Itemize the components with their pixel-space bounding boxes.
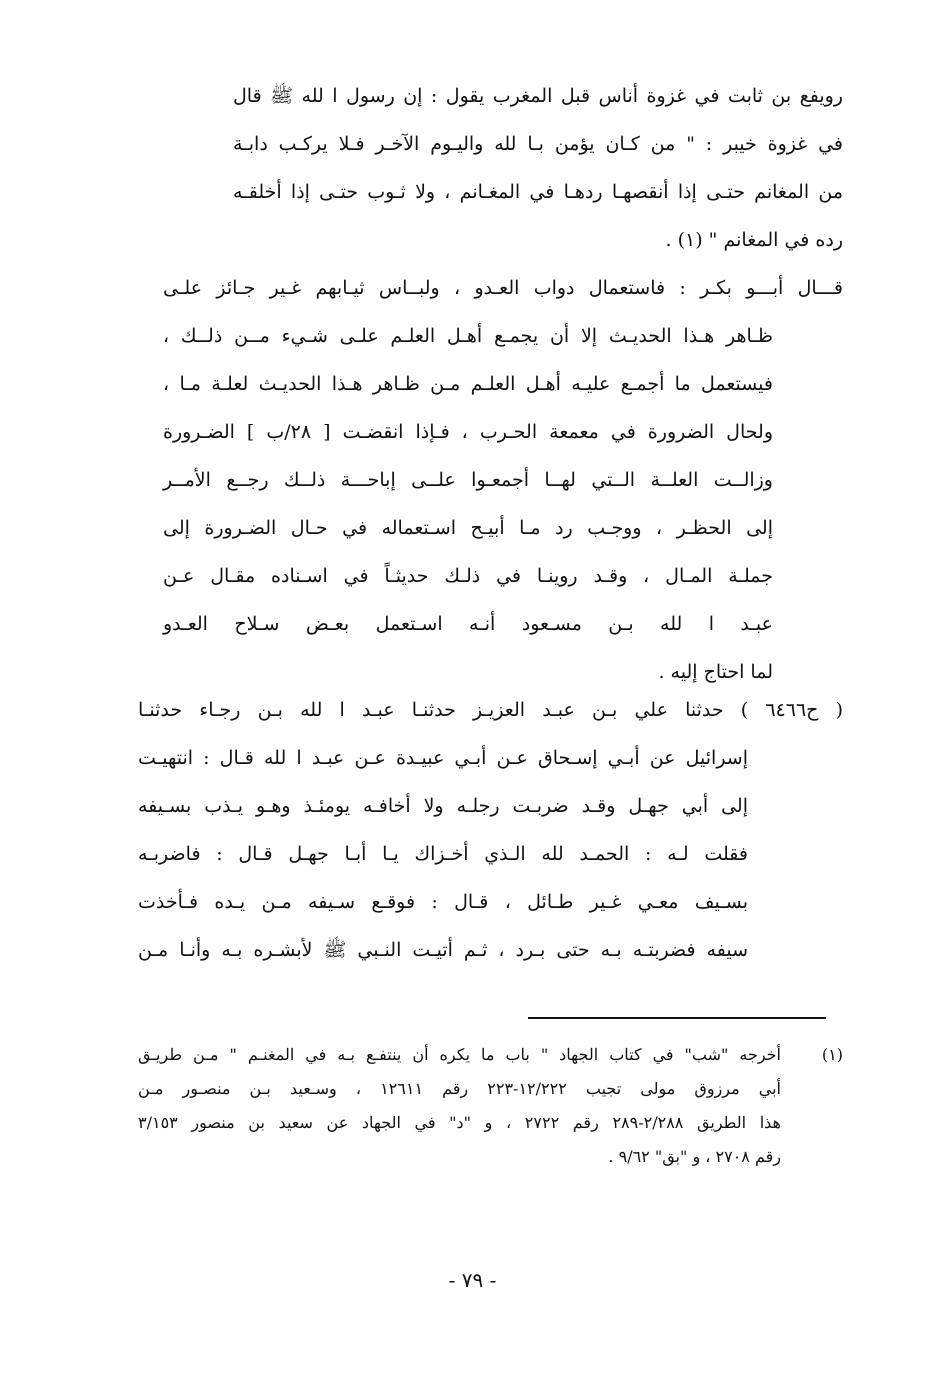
text-line: رده في المغانم " (١) . <box>665 229 843 251</box>
page-number: - ٧٩ - <box>448 1268 497 1292</box>
footnote-divider <box>528 1017 826 1019</box>
text-line: قـــال أبـــو بكـر : فاستعمال دواب العـدو ، ولبــاس ثيـابهم غـير جـائز علـى <box>163 277 843 299</box>
paragraph-2 <box>163 264 843 696</box>
text-line: فقلت لـه : الحمـد لله الـذي أخـزاك يـا أبـا جهـل قـال : فاضربـه <box>138 843 748 865</box>
footnote-line: أخرجه "شب" في كتاب الجهاد " باب ما يكره أن ينتفـع بـه في المغنـم " مـن طريـق <box>138 1045 781 1064</box>
text-line: رويفع بن ثابت في غزوة أناس قبل المغرب يقول : إن رسول ا لله ﷺ قال <box>233 85 843 107</box>
text-line: بسـيف معـي غـير طـائل ، قـال : فوقـع سـيفه مـن يـده فـأخذت <box>138 891 748 913</box>
text-line: إسرائيل عن أبـي إسـحاق عـن أبـي عبيـدة عـن عبـد ا لله قـال : انتهيـت <box>138 747 748 769</box>
text-line: عبـد ا لله بـن مسـعود أنـه اسـتعمل بعـض سـلاح العـدو <box>163 613 773 635</box>
footnote-line: أبي مرزوق مولى تجيب ١٢/٢٢٢-٢٢٣ رقم ١٢٦١١ ، وسـعيد بـن منصـور مـن <box>138 1079 782 1098</box>
text-line: إلى أبي جهـل وقـد ضربـت رجلـه ولا أخافـه يومئـذ وهـو يـذب بسـيفه <box>138 795 748 817</box>
paragraph-1 <box>233 72 843 264</box>
text-line: لما احتاج إليه . <box>658 661 773 683</box>
footnote-line: هذا الطريق ٢/٢٨٨-٢٨٩ رقم ٢٧٢٢ ، و "د" في الجهاد عن سعيد بن منصور ٣/١٥٣ <box>138 1113 781 1132</box>
text-line: جملـة المـال ، وقـد روينـا في ذلـك حديثـاً في اسـناده مقـال عـن <box>163 565 773 587</box>
text-line: فيستعمل ما أجمـع عليـه أهـل العلـم مـن ظـاهر هـذا الحديـث لعلـة مـا ، <box>163 373 773 395</box>
text-line: وزالــت العلــة الــتي لهــا أجمعـوا علــى إباحـــة ذلــك رجــع الأمــر <box>163 469 773 491</box>
text-line: إلى الحظـر ، ووجـب رد مـا أبيـح اسـتعماله في حـال الضـرورة إلى <box>163 517 773 539</box>
text-line: سيفه فضربتـه بـه حتى بـرد ، ثـم أتيـت النـبي ﷺ لأبشـره بـه وأنـا مـن <box>138 939 748 961</box>
text-line: ولحال الضرورة في معمعة الحـرب ، فـإذا انقضـت [ ٢٨/ب ] الضـرورة <box>163 421 773 443</box>
paragraph-3 <box>138 686 843 974</box>
footnote-line: رقم ٢٧٠٨ ، و "بق" ٩/٦٢ . <box>608 1147 781 1166</box>
footnote <box>138 1038 843 1174</box>
text-line: في غزوة خيبر : " من كـان يؤمن بـا لله واليـوم الآخـر فـلا يركـب دابـة <box>233 133 843 155</box>
text-line: من المغانم حتـى إذا أنقصهـا ردهـا في المغـانم ، ولا ثـوب حتـى إذا أخلقـه <box>233 181 843 203</box>
text-line: ( ح٦٤٦٦ ) حدثنا علي بـن عبـد العزيـز حدثنـا عبـد ا لله بـن رجـاء حدثنـا <box>138 699 843 721</box>
text-line: ظـاهر هـذا الحديـث إلا أن يجمـع أهـل العلـم علـى شـيء مــن ذلــك ، <box>163 325 773 347</box>
footnote-marker: (١) <box>821 1045 843 1064</box>
